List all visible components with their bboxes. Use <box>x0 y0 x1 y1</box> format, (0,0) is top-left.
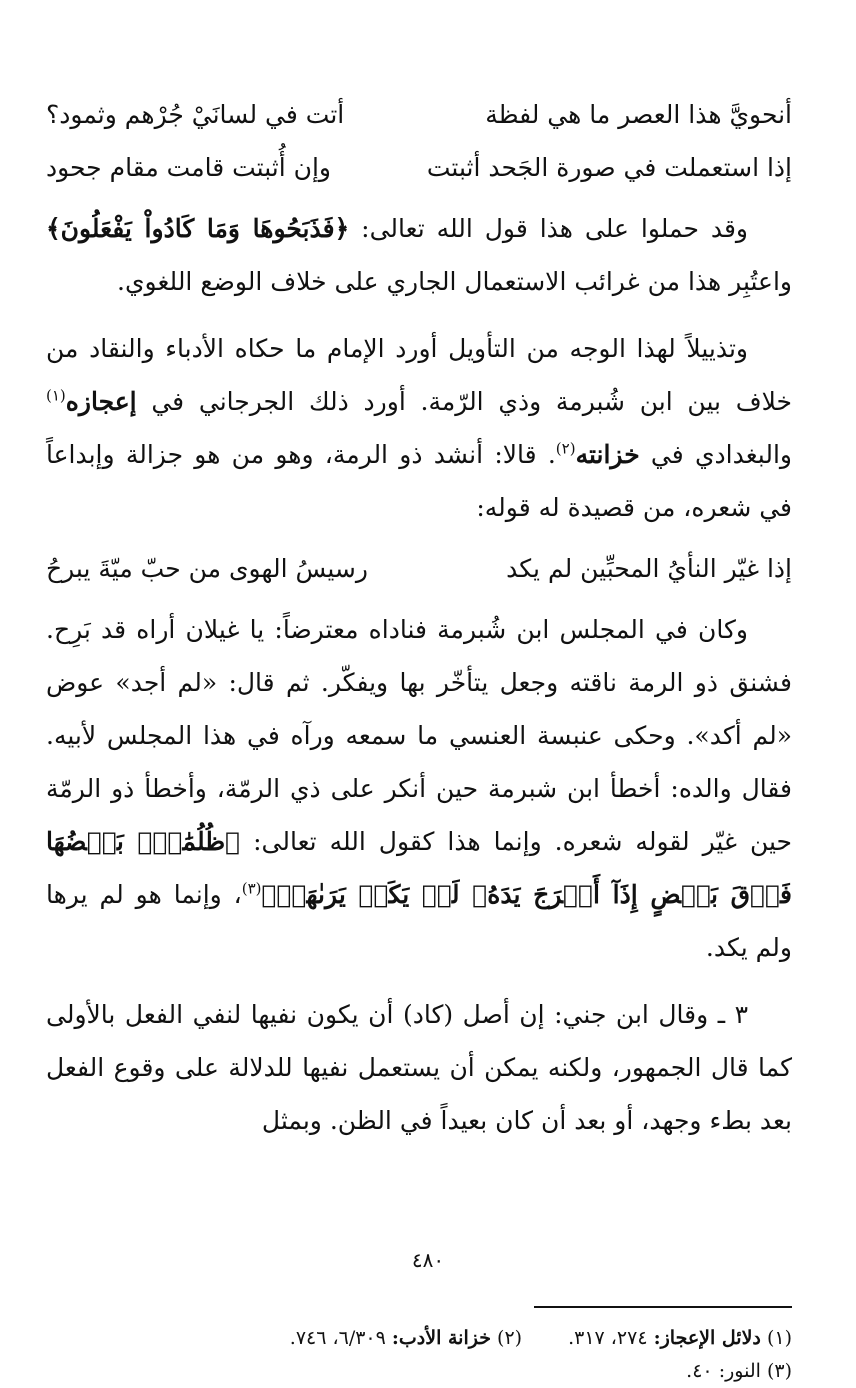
footnote-pages: ٦/٣٠٩، ٧٤٦. <box>289 1327 386 1349</box>
paragraph-quran-interpretation <box>46 202 792 308</box>
footnote-row <box>46 1355 792 1388</box>
footnote-source: خزانة الأدب: <box>391 1327 491 1349</box>
poem-verse <box>46 542 792 595</box>
poem-verse <box>46 88 792 141</box>
book-title: خزانته <box>575 440 640 469</box>
footnote-ref[interactable]: (١) <box>46 386 66 405</box>
footnote-source: دلائل الإعجاز: <box>653 1327 761 1349</box>
paragraph-text: واعتُبِر هذا من غرائب الاستعمال الجاري على خلاف الوضع اللغوي. <box>117 267 792 296</box>
verse-second-hemistich: أتت في لسانَيْ جُرْهم وثمود؟ <box>46 100 345 129</box>
poem-verse <box>46 141 792 194</box>
page-body <box>46 88 792 1147</box>
footnote-number: (٣) <box>766 1360 792 1382</box>
quran-quote: ﴿ظُلُمَٰتُۢ بَعۡضُهَا فَوۡقَ بَعۡضٍ إِذَآ أَخۡرَجَ يَدَهُۥ لَمۡ يَكَدۡ يَرَىٰهَاۗ﴾ <box>46 827 792 909</box>
footnote-separator <box>534 1306 792 1308</box>
footnote-row <box>46 1322 792 1355</box>
paragraph-ibn-shubruma-dispute <box>46 322 792 534</box>
footnote-item <box>290 1322 522 1355</box>
footnote-ref[interactable]: (٣) <box>241 879 262 898</box>
paragraph-story <box>46 603 792 974</box>
verse-first-hemistich: إذا غيّر النأيُ المحبِّين لم يكد <box>506 554 792 583</box>
footnote-source: النور: <box>718 1360 761 1382</box>
paragraph-text: وكان في المجلس ابن شُبرمة فناداه معترضاً: يا غيلان أراه قد بَرِح. فشنق ذو الرمة ناقته وجعل يتأخّر بها ويفكّر. ثم قال: «لم أجد» عوض «لم أكد». وحكى عنبسة العنسي ما سمعه ورآه في هذا المجلس لأبيه. فقال والده: أخطأ ابن شبرمة حين أنكر على ذي الرمّة، وأخطأ ذو الرمّة حين غيّر لقوله شعره. وإنما هذا كقول الله تعالى: <box>46 615 793 856</box>
verse-first-hemistich: إذا استعملت في صورة الجَحد أثبتت <box>426 153 792 182</box>
footnote-pages: ٢٧٤، ٣١٧. <box>568 1327 648 1349</box>
verse-second-hemistich: رسيسُ الهوى من حبّ ميّةَ يبرحُ <box>46 554 368 583</box>
page-number: ٤٨٠ <box>411 1248 445 1272</box>
footnote-pages: ٤٠. <box>686 1360 713 1382</box>
paragraph-text: ، وإنما هو لم يرها ولم يكد. <box>46 880 792 962</box>
paragraph-ibn-jinni <box>46 988 792 1147</box>
verse-first-hemistich: أنحويَّ هذا العصر ما هي لفظة <box>485 100 792 129</box>
paragraph-text: . قالا: أنشد ذو الرمة، وهو من هو جزالة وإبداعاً في شعره، من قصيدة له قوله: <box>46 440 792 522</box>
book-title: إعجازه <box>65 387 137 416</box>
footnote-item <box>568 1322 792 1355</box>
footnote-ref[interactable]: (٢) <box>555 439 576 458</box>
paragraph-text: وقد حملوا على هذا قول الله تعالى: <box>349 214 748 243</box>
paragraph-text: والبغدادي في <box>639 440 792 469</box>
verse-second-hemistich: وإن أُثبتت قامت مقام جحود <box>46 153 331 182</box>
footnote-number: (٢) <box>497 1327 523 1349</box>
paragraph-text: وتذييلاً لهذا الوجه من التأويل أورد الإمام ما حكاه الأدباء والنقاد من خلاف بين ابن شُبرمة وذي الرّمة. أورد ذلك الجرجاني في <box>46 334 792 416</box>
paragraph-text: ٣ ـ وقال ابن جني: إن أصل (كاد) أن يكون نفيها لنفي الفعل بالأولى كما قال الجمهور، ولكنه يمكن أن يستعمل نفيها للدلالة على وقوع الفعل بعد بطء وجهد، أو بعد أن كان بعيداً في الظن. وبمثل <box>46 1000 792 1135</box>
footnotes <box>46 1322 792 1388</box>
quran-quote: ﴿فَذَبَحُوهَا وَمَا كَادُواْ يَفْعَلُونَ﴾ <box>46 214 350 243</box>
footnote-number: (١) <box>766 1327 792 1349</box>
footnote-item <box>686 1355 792 1388</box>
